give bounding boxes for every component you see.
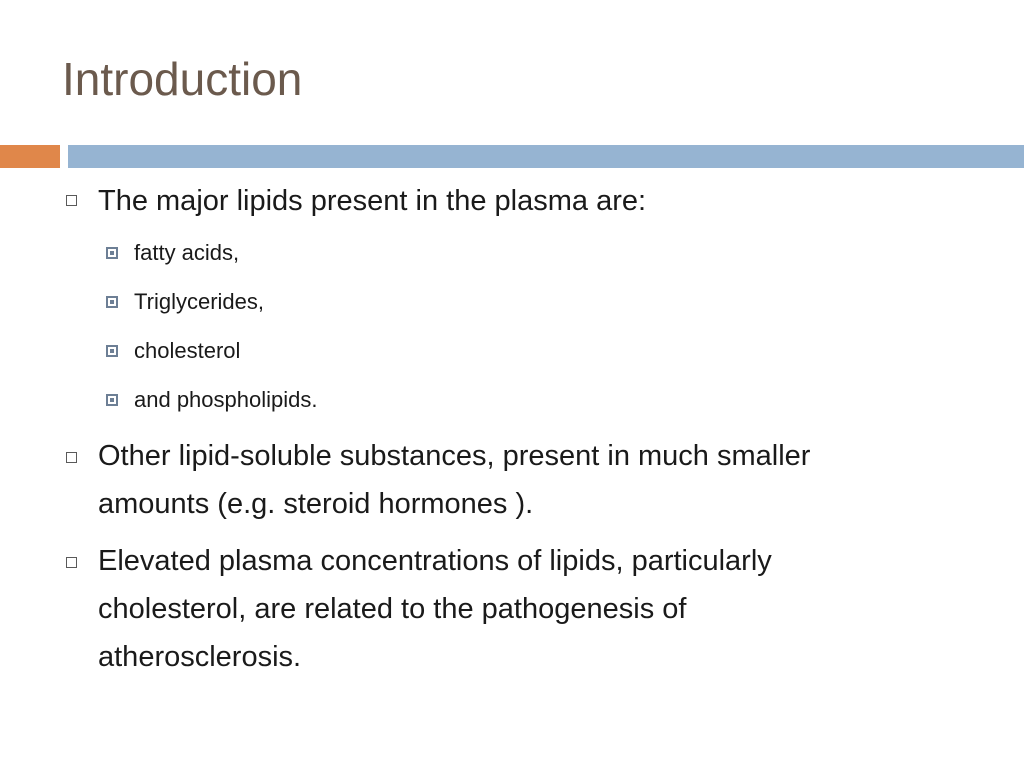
bullet-text: Elevated plasma concentrations of lipids, particularly cholesterol, are related to the pathogenesis of atherosclerosis.: [98, 545, 772, 673]
square-bullet-icon: [66, 452, 77, 463]
sub-bullet-text: fatty acids,: [134, 240, 240, 265]
slide-title: Introduction: [62, 53, 303, 105]
square-sub-bullet-icon: [106, 345, 118, 357]
sub-bullet-text: and phospholipids.: [134, 387, 318, 412]
square-sub-bullet-icon: [106, 247, 118, 259]
square-sub-bullet-icon: [106, 394, 118, 406]
bullet-text: The major lipids present in the plasma are:: [98, 185, 647, 217]
square-bullet-icon: [66, 557, 77, 568]
sub-bullet-text: Triglycerides,: [134, 289, 264, 314]
square-bullet-icon: [66, 195, 77, 206]
sub-bullet-text: cholesterol: [134, 338, 241, 363]
square-sub-bullet-icon: [106, 296, 118, 308]
bullet-text: Other lipid-soluble substances, present in much smaller amounts (e.g. steroid hormones ).: [98, 440, 811, 520]
